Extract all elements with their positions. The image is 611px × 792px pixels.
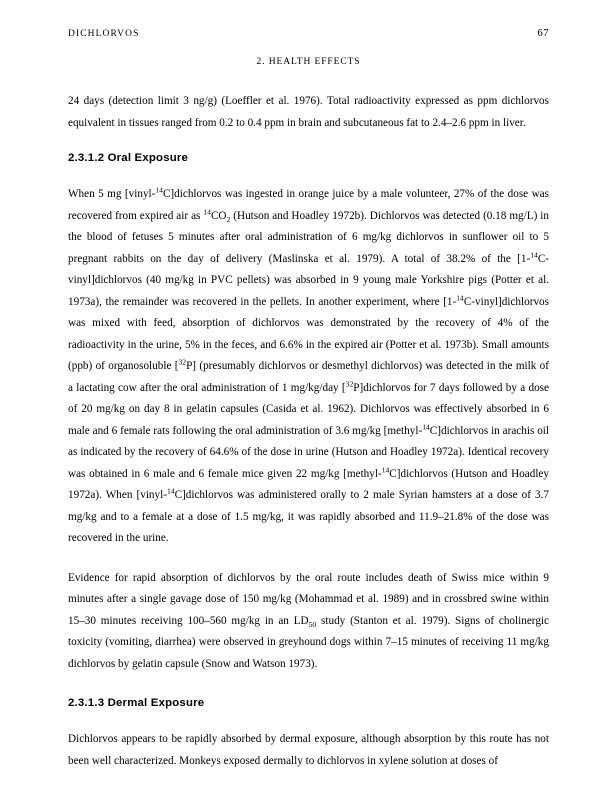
superscript-isotope: 14: [203, 206, 211, 216]
subscript-number: 2: [226, 214, 231, 224]
section-heading-2-3-1-2: 2.3.1.2 Oral Exposure: [68, 152, 189, 164]
text-fragment: C-vinyl]dichlorvos (40 mg/kg in PVC pellets) was absorbed in 9 young male Yorkshire pigs (Potter et al. 1973a), the remainder was recovered in the pellets. In another experiment, where [1-: [68, 252, 549, 308]
text-fragment: When 5 mg [vinyl-: [68, 188, 156, 200]
superscript-isotope: 14: [456, 292, 464, 302]
paragraph-rapid-absorption: [68, 568, 549, 676]
superscript-isotope: 14: [166, 486, 175, 496]
superscript-isotope: 14: [155, 185, 163, 195]
superscript-isotope: 32: [345, 378, 354, 388]
text-fragment: Evidence for rapid absorption of dichlorvos by the oral route includes death of Swiss mice within 9 minutes after a single gavage dose of 150 mg/kg (Mohammad et al. 1989) and in crossbred swine within 15–30 minutes receiving 100–560 mg/kg in an LD: [68, 571, 549, 627]
superscript-isotope: 14: [381, 464, 390, 474]
superscript-isotope: 14: [530, 249, 538, 259]
running-head-title: DICHLORVOS: [68, 29, 140, 39]
text-fragment: CO: [210, 209, 227, 222]
paragraph-oral-absorption: [68, 184, 549, 550]
text-fragment: C]dichlorvos was administered orally to 2 male Syrian hamsters at a dose of 3.7 mg/kg and to a female at a dose of 1.5 mg/kg, it was rapidly absorbed and 11.9–21.8% of the dose was recovered in the urine.: [68, 489, 550, 544]
text-fragment: C]dichlorvos was ingested in orange juice by a male volunteer, 27% of the dose was recovered from expired air as: [68, 188, 549, 222]
paragraph-continuation: [68, 91, 549, 134]
text-fragment: (Hutson and Hoadley 1972b). Dichlorvos was detected (0.18 mg/L) in the blood of fetuses 5 minutes after oral administration of 6 mg/kg dichlorvos in sunflower oil to 5 pregnant rabbits on the day of delivery (Maslinska et al. 1979). A total of 38.2% of the [1-: [68, 209, 549, 265]
paragraph-continuation-text: 24 days (detection limit 3 ng/g) (Loeffler et al. 1976). Total radioactivity expressed as ppm dichlorvos equivalent in tissues ranged from 0.2 to 0.4 ppm in brain and subcutaneous fat to 2.4–2.6 ppm in liver.: [68, 95, 549, 129]
page-header: [68, 28, 549, 39]
superscript-isotope: 14: [422, 421, 430, 431]
text-fragment: C]dichlorvos (Hutson and Hoadley 1972a). When [vinyl-: [68, 467, 549, 501]
text-fragment: C]dichlorvos in arachis oil as indicated by the recovery of 64.6% of the dose in urine (Hutson and Hoadley 1972a). Identical recovery was obtained in 6 male and 6 female mice given 22 mg/kg [methyl-: [68, 424, 550, 480]
text-fragment: Dichlorvos appears to be rapidly absorbed by dermal exposure, although absorption by this route has not been well characterized. Monkeys exposed dermally to dichlorvos in xylene solution at doses of: [68, 733, 549, 767]
subscript-ld50: 50: [308, 619, 317, 629]
text-fragment: C-vinyl]dichlorvos was mixed with feed, absorption of dichlorvos was demonstrated by the recovery of 4% of the radioactivity in the urine, 5% in the feces, and 6.6% in the expired air (Potter et al. 1973b). Small amounts (ppb) of organosoluble [: [68, 295, 549, 372]
text-fragment: study (Stanton et al. 1979). Signs of cholinergic toxicity (vomiting, diarrhea) were observed in greyhound dogs within 7–15 minutes of receiving 11 mg/kg dichlorvos by gelatin capsule (Snow and Watson 1973).: [68, 614, 549, 670]
text-fragment: P]dichlorvos for 7 days followed by a dose of 20 mg/kg on day 8 in gelatin capsules (Casida et al. 1962). Dichlorvos was effectively absorbed in 6 male and 6 female rats following the oral administration of 3.6 mg/kg [methyl-: [68, 381, 549, 437]
page-number: 67: [537, 28, 549, 39]
paragraph-dermal-exposure: [68, 729, 549, 772]
section-heading-2-3-1-3: 2.3.1.3 Dermal Exposure: [68, 697, 205, 709]
text-fragment: P] (presumably dichlorvos or desmethyl dichlorvos) was detected in the milk of a lactating cow after the oral administration of 1 mg/kg/day [: [68, 360, 549, 394]
chapter-running-head: 2. HEALTH EFFECTS: [256, 57, 361, 67]
superscript-isotope: 32: [178, 357, 187, 367]
